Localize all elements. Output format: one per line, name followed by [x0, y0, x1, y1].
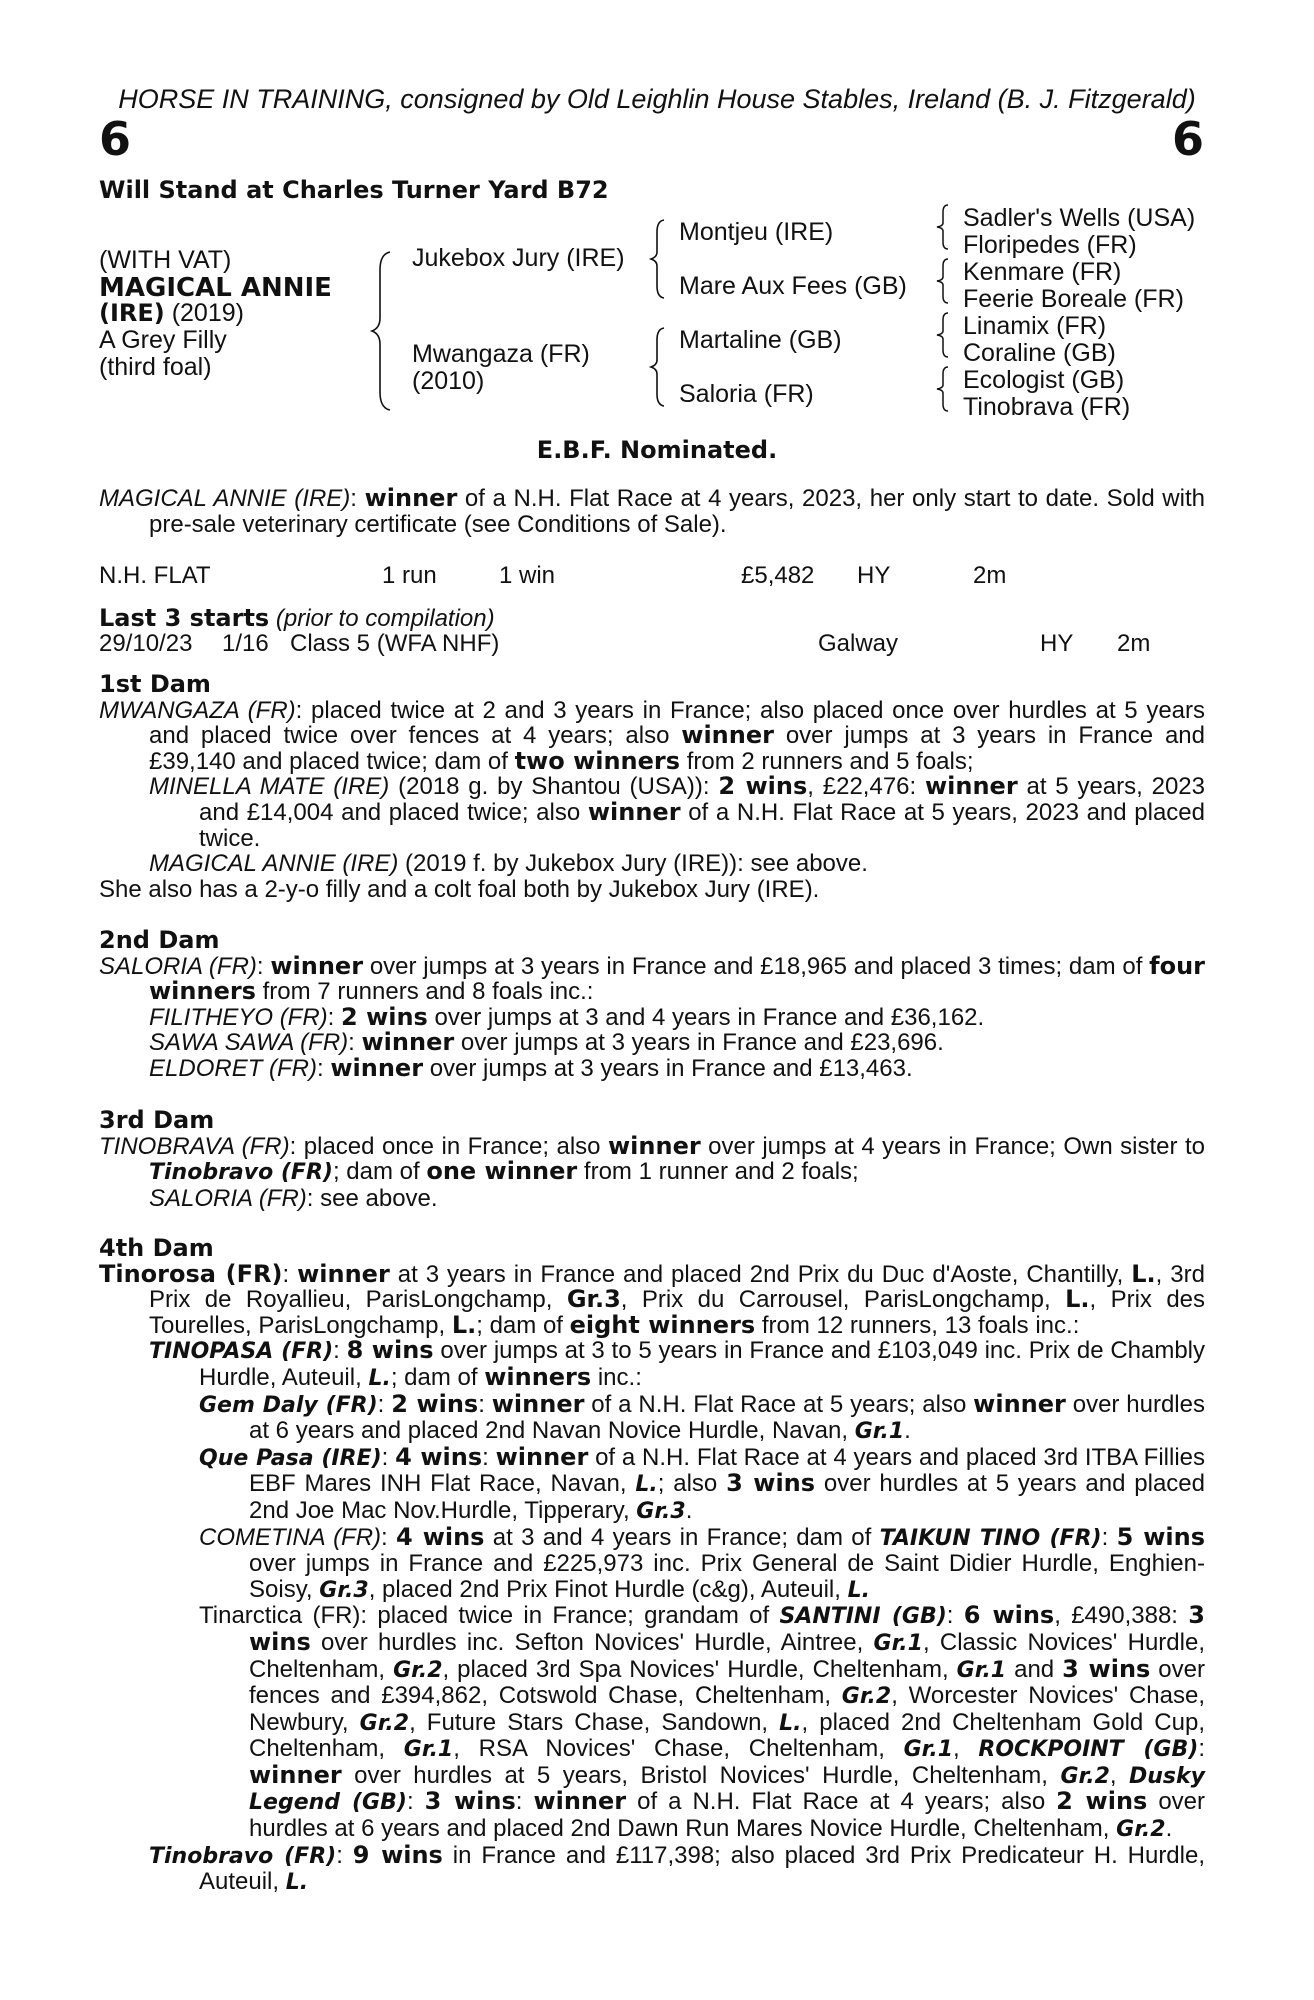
text-run: 9 wins	[352, 1840, 443, 1869]
second-dam-produce-2: SAWA SAWA (FR): winner over jumps at 3 years in France and £23,696.	[149, 1028, 944, 1057]
text-run: , placed 2nd Cheltenham Gold Cup, Cheltenham,	[249, 1708, 1205, 1763]
fourth-dam-produce-gem-daly	[99, 1389, 1205, 1445]
text-run: L.	[779, 1710, 802, 1736]
fourth-dam-produce-que-pasa	[99, 1442, 1206, 1525]
text-run: 6 wins	[963, 1601, 1055, 1630]
text-run: :	[946, 1602, 964, 1630]
record-runs: 1 run	[382, 562, 437, 589]
pedigree-ssd: Floripedes (FR)	[963, 231, 1137, 259]
text-run: Gr.3	[319, 1577, 369, 1603]
text-run: L.	[847, 1577, 870, 1603]
text-run: 3 wins	[249, 1601, 1205, 1656]
text-run: over hurdles at 6 years and placed 2nd Navan Novice Hurdle, Navan,	[249, 1390, 1205, 1445]
text-run: L.	[635, 1472, 658, 1498]
text-run: Gr.3	[566, 1285, 621, 1314]
pedigree-brace-dam	[649, 326, 667, 408]
text-run: L.	[285, 1870, 309, 1896]
pedigree-ddd: Tinobrava (FR)	[963, 393, 1131, 421]
text-run: :	[381, 1443, 396, 1471]
text-run: Tinorosa (FR)	[99, 1259, 283, 1288]
second-dam-produce-3: ELDORET (FR): winner over jumps at 3 years in France and £13,463.	[149, 1053, 913, 1082]
vat-label: (WITH VAT)	[99, 246, 232, 274]
fourth-dam-section	[99, 1236, 1205, 1896]
pedigree-brace-sire	[649, 218, 667, 300]
pedigree-sire: Jukebox Jury (IRE)	[412, 244, 625, 272]
text-run: over hurdles at 5 years, Bristol Novices' Hurdle, Cheltenham,	[341, 1761, 1061, 1789]
pedigree-dam-dam: Saloria (FR)	[679, 380, 814, 408]
text-run: of a N.H. Flat Race at 4 years and placed 3rd ITBA Fillies EBF Mares INH Flat Race, Navan,	[249, 1443, 1206, 1498]
pedigree-sire-sire: Montjeu (IRE)	[679, 218, 834, 246]
text-run: :	[336, 1841, 353, 1869]
text-run: at 3 and 4 years in France; dam of	[484, 1523, 880, 1551]
fourth-dam-produce-tinarctica	[99, 1603, 1205, 1842]
record-prize: £5,482	[741, 562, 815, 589]
last-start-distance: 2m	[1117, 630, 1151, 657]
summary-horse-name: MAGICAL ANNIE (IRE)	[99, 485, 351, 512]
horse-country: (IRE)	[99, 299, 165, 327]
text-run: , Prix des Tourelles, ParisLongchamp,	[149, 1286, 1206, 1339]
text-run: :	[482, 1443, 496, 1471]
pedigree-sss: Sadler's Wells (USA)	[963, 204, 1196, 232]
last-starts-heading: Last 3 starts (prior to compilation)	[99, 604, 495, 632]
record-type: N.H. FLAT	[99, 562, 211, 589]
text-run: winner	[495, 1442, 589, 1471]
text-run: L.	[368, 1365, 391, 1391]
last-start-course: Galway	[818, 630, 899, 657]
fourth-dam-produce-tinobravo	[99, 1840, 1206, 1896]
text-run: , placed 3rd Spa Novices' Hurdle, Cheltenham,	[442, 1655, 957, 1683]
text-run: ,	[953, 1735, 979, 1763]
text-run: Tinobravo (FR)	[149, 1843, 337, 1869]
third-dam-heading: 3rd Dam	[99, 1106, 215, 1134]
text-run: winner	[973, 1389, 1066, 1418]
text-run: , 3rd Prix de Royallieu, ParisLongchamp,	[149, 1260, 1205, 1314]
text-run: inc.:	[591, 1363, 642, 1391]
text-run: ,	[1109, 1761, 1129, 1789]
text-run: SANTINI (GB)	[779, 1604, 947, 1630]
pedigree-brace-main	[370, 250, 394, 412]
text-run: ROCKPOINT (GB)	[978, 1737, 1199, 1763]
text-run: at 3 years in France and placed 2nd Prix du Duc d'Aoste, Chantilly,	[389, 1260, 1132, 1288]
text-run: winners	[484, 1362, 592, 1391]
fourth-dam-produce-cometina	[99, 1522, 1206, 1604]
record-distance: 2m	[973, 562, 1007, 589]
text-run: , Future Stars Chase, Sandown,	[409, 1708, 780, 1736]
text-run: winner	[249, 1760, 342, 1789]
text-run: , RSA Novices' Chase, Cheltenham,	[453, 1735, 904, 1763]
text-run: 2 wins	[1056, 1787, 1148, 1816]
last-start-race: Class 5 (WFA NHF)	[290, 630, 500, 657]
text-run: eight winners	[569, 1310, 756, 1339]
pedigree-dss: Linamix (FR)	[963, 312, 1107, 340]
text-run: 4 wins	[395, 1442, 483, 1471]
lot-number-right: 6	[1171, 112, 1204, 166]
text-run: Gr.1	[854, 1419, 905, 1445]
pedigree-dsd: Coraline (GB)	[963, 339, 1116, 367]
pedigree-brace-ds	[934, 311, 952, 359]
text-run: :	[333, 1337, 347, 1365]
fourth-dam-produce-tinopasa	[99, 1338, 1205, 1391]
text-run: Gr.2	[393, 1657, 443, 1683]
first-dam-produce-2: MAGICAL ANNIE (IRE) (2019 f. by Jukebox Jury (IRE)): see above.	[149, 850, 868, 878]
text-run: 8 wins	[346, 1336, 434, 1365]
text-run: L.	[1131, 1259, 1156, 1288]
text-run: 3 wins	[726, 1469, 816, 1498]
text-run: , Classic Novices' Hurdle, Cheltenham,	[249, 1628, 1205, 1683]
text-run: .	[685, 1496, 693, 1524]
text-run: :	[381, 1523, 397, 1551]
last-start-position: 1/16	[222, 630, 269, 657]
text-run: Gr.2	[841, 1684, 892, 1710]
first-dam-section	[99, 672, 1205, 902]
summary-text: MAGICAL ANNIE (IRE): winner of a N.H. Flat Race at 4 years, 2023, her only start to date. Sold with pre-sale veterinary certificate (see Conditions of Sale).	[99, 484, 1205, 538]
text-run: of a N.H. Flat Race at 5 years; also	[584, 1390, 974, 1418]
pedigree-brace-sd	[934, 257, 952, 305]
text-run: over hurdles inc. Sefton Novices' Hurdle, Aintree,	[310, 1628, 874, 1656]
text-run: , placed 2nd Prix Finot Hurdle (c&g), Auteuil,	[368, 1575, 848, 1603]
text-run: over hurdles at 6 years and placed 2nd Dawn Run Mares Novice Hurdle, Cheltenham,	[249, 1788, 1206, 1843]
text-run: Gem Daly (FR)	[199, 1392, 378, 1418]
first-dam-text: MWANGAZA (FR): placed twice at 2 and 3 years in France; also placed once over hurdles at 5 years and placed twice over fences at 4 years; also winner over jumps at 3 years in France and £39,140 and placed twice; dam of two winners from 2 runners and 5 foals;	[99, 696, 1206, 775]
second-dam-produce-1: FILITHEYO (FR): 2 wins over jumps at 3 and 4 years in France and £36,162.	[149, 1002, 985, 1031]
third-dam-section	[99, 1108, 1205, 1211]
foal-number: (third foal)	[99, 353, 212, 381]
text-run: Gr.1	[873, 1630, 923, 1656]
lot-number-left: 6	[99, 112, 132, 166]
fourth-dam-heading: 4th Dam	[99, 1234, 214, 1262]
text-run: :	[1198, 1735, 1205, 1763]
text-run: COMETINA (FR)	[199, 1523, 382, 1551]
text-run: over jumps in France and £225,973 inc. Prix General de Saint Didier Hurdle, Enghien-Soisy,	[249, 1550, 1205, 1603]
text-run: L.	[1065, 1285, 1090, 1314]
text-run: ; also	[657, 1470, 727, 1498]
text-run: :	[1101, 1523, 1117, 1551]
text-run: Gr.3	[636, 1498, 686, 1524]
text-run: winner	[533, 1787, 627, 1816]
text-run: Que Pasa (IRE)	[199, 1445, 382, 1471]
text-run: L.	[451, 1310, 477, 1339]
text-run: over jumps at 3 to 5 years in France and £103,049 inc. Prix de Chambly Hurdle, Auteuil,	[199, 1337, 1206, 1391]
pedigree-dam-sire: Martaline (GB)	[679, 326, 842, 354]
text-run: in France and £117,398; also placed 3rd Prix Predicateur H. Hurdle, Auteuil,	[199, 1841, 1206, 1896]
pedigree-sdd: Feerie Boreale (FR)	[963, 285, 1184, 313]
text-run: from 12 runners, 13 foals inc.:	[755, 1311, 1080, 1339]
text-run: :	[515, 1788, 534, 1816]
record-wins: 1 win	[499, 562, 556, 589]
horse-country-year	[99, 299, 244, 328]
text-run: TINOPASA (FR)	[149, 1339, 334, 1365]
text-run: :	[377, 1390, 392, 1418]
text-run: and	[1006, 1655, 1063, 1683]
pedigree-sds: Kenmare (FR)	[963, 258, 1122, 286]
record-going: HY	[857, 562, 891, 589]
second-dam-heading: 2nd Dam	[99, 926, 220, 954]
text-run: :	[282, 1260, 298, 1288]
third-dam-text: TINOBRAVA (FR): placed once in France; also winner over jumps at 4 years in France; Own sister to Tinobravo (FR); dam of one winner from 1 runner and 2 foals;	[99, 1131, 1205, 1186]
text-run: winner	[297, 1259, 390, 1288]
fourth-dam-text	[99, 1259, 1206, 1339]
text-run: , £490,388:	[1054, 1602, 1189, 1630]
first-dam-produce-1: MINELLA MATE (IRE) (2018 g. by Shantou (USA)): 2 wins, £22,476: winner at 5 years, 2023 and £14,004 and placed twice; also winner of a N.H. Flat Race at 5 years, 2023 and placed twice.	[149, 772, 1206, 852]
text-run: 4 wins	[396, 1522, 485, 1551]
text-run: Gr.1	[403, 1737, 454, 1763]
text-run: over fences and £394,862, Cotswold Chase, Cheltenham,	[249, 1655, 1205, 1710]
first-dam-note: She also has a 2-y-o filly and a colt foal both by Jukebox Jury (IRE).	[99, 875, 820, 903]
text-run: Gr.2	[359, 1710, 410, 1736]
text-run: 2 wins	[391, 1389, 479, 1418]
horse-description: A Grey Filly	[99, 326, 227, 354]
first-dam-heading: 1st Dam	[99, 670, 211, 698]
last-start-going: HY	[1040, 630, 1074, 657]
second-dam-section	[99, 928, 1205, 1082]
text-run: 3 wins	[424, 1787, 516, 1816]
text-run: Gr.1	[903, 1737, 954, 1763]
text-run: of a N.H. Flat Race at 4 years; also	[626, 1788, 1057, 1816]
text-run: Dusky Legend (GB)	[249, 1763, 1205, 1816]
pedigree-dam: Mwangaza (FR)	[412, 340, 590, 368]
second-dam-text: SALORIA (FR): winner over jumps at 3 years in France and £18,965 and placed 3 times; dam of four winners from 7 runners and 8 foals inc.:	[99, 951, 1206, 1006]
text-run: ; dam of	[390, 1363, 485, 1391]
ebf-nominated: E.B.F. Nominated.	[536, 436, 778, 464]
pedigree-brace-dd	[934, 365, 952, 413]
text-run: , Worcester Novices' Chase, Newbury,	[249, 1682, 1205, 1736]
text-run: .	[904, 1417, 911, 1445]
text-run: .	[1165, 1815, 1173, 1843]
text-run: Tinarctica (FR): placed twice in France; grandam of	[199, 1602, 780, 1630]
text-run: :	[406, 1788, 425, 1816]
pedigree-brace-ss	[934, 203, 952, 251]
third-dam-produce-1: SALORIA (FR): see above.	[149, 1184, 438, 1212]
pedigree-dds: Ecologist (GB)	[963, 366, 1125, 394]
pedigree-sire-dam: Mare Aux Fees (GB)	[679, 272, 907, 300]
horse-year: (2019)	[164, 299, 244, 327]
text-run: winner	[491, 1389, 585, 1418]
text-run: Gr.2	[1116, 1817, 1166, 1843]
text-run: , Prix du Carrousel, ParisLongchamp,	[620, 1286, 1066, 1314]
text-run: ; dam of	[476, 1311, 570, 1339]
horse-name-text: MAGICAL ANNIE	[99, 273, 332, 303]
last-start-date: 29/10/23	[99, 630, 193, 657]
summary-winner: winner	[364, 484, 458, 512]
pedigree-dam-year: (2010)	[412, 367, 485, 395]
text-run: TAIKUN TINO (FR)	[879, 1525, 1102, 1551]
stand-location: Will Stand at Charles Turner Yard B72	[99, 176, 609, 204]
text-run: Gr.2	[1060, 1763, 1110, 1789]
text-run: 3 wins	[1062, 1654, 1151, 1683]
text-run: over hurdles at 5 years and placed 2nd Joe Mac Nov.Hurdle, Tipperary,	[249, 1470, 1206, 1524]
text-run: 5 wins	[1116, 1522, 1206, 1551]
text-run: :	[478, 1390, 492, 1418]
horse-summary	[99, 486, 1205, 537]
text-run: Gr.1	[956, 1657, 1007, 1683]
consignment-header: HORSE IN TRAINING, consigned by Old Leighlin House Stables, Ireland (B. J. Fitzgerald)	[118, 84, 1196, 114]
